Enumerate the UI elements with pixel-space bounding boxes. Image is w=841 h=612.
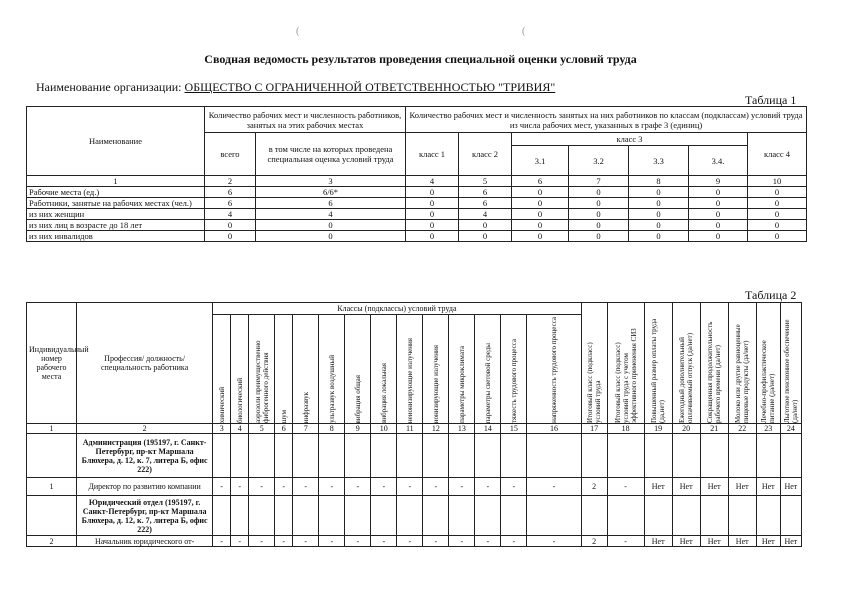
cell: 0 xyxy=(748,198,807,209)
cell: - xyxy=(449,536,475,547)
table-row xyxy=(27,536,802,547)
column-number: 11 xyxy=(397,424,423,434)
cell: - xyxy=(213,478,231,496)
cell: - xyxy=(231,478,249,496)
cell: 0 xyxy=(569,187,629,198)
header-total: всего xyxy=(205,133,256,176)
cell: 4 xyxy=(205,209,256,220)
cell: - xyxy=(371,478,397,496)
header-name: Наименование xyxy=(27,107,205,176)
header-factor: шум xyxy=(275,315,293,424)
cell: - xyxy=(501,536,527,547)
column-number: 13 xyxy=(449,424,475,434)
cell: - xyxy=(371,536,397,547)
workplace-number: 2 xyxy=(27,536,77,547)
cell: 6 xyxy=(205,187,256,198)
table-row xyxy=(27,187,807,198)
header-factor: напряженность трудового процесса xyxy=(527,315,581,424)
header-3-4: 3.4. xyxy=(689,146,748,176)
cell: - xyxy=(249,536,275,547)
column-number: 5 xyxy=(249,424,275,434)
cell: 0 xyxy=(748,220,807,231)
department-name: Юридический отдел (195197, г. Санкт-Петербург, пр-кт Маршала Блюхера, д. 12, к. 7, литера Б, офис 222) xyxy=(77,496,213,536)
column-number: 4 xyxy=(406,176,459,187)
final-class: 2 xyxy=(581,478,607,496)
compensation-cell: Нет xyxy=(700,478,728,496)
cell: 0 xyxy=(689,209,748,220)
final-class-siz: - xyxy=(607,536,644,547)
header-compensation: Сокращенная продолжительность рабочего времени (да/нет) xyxy=(700,303,728,424)
cell: - xyxy=(527,478,581,496)
cell: 0 xyxy=(406,198,459,209)
department-row xyxy=(27,434,802,478)
compensation-cell: Нет xyxy=(728,478,756,496)
cell: 0 xyxy=(459,220,512,231)
cell: 0 xyxy=(689,187,748,198)
cell: 6 xyxy=(205,198,256,209)
header-final-class: Итоговый класс (подкласс) условий труда xyxy=(581,303,607,424)
header-class2: класс 2 xyxy=(459,133,512,176)
header-class1: класс 1 xyxy=(406,133,459,176)
cell: 0 xyxy=(629,187,689,198)
cell: 0 xyxy=(205,231,256,242)
cell: 0 xyxy=(256,231,406,242)
organization-name: ОБЩЕСТВО С ОГРАНИЧЕННОЙ ОТВЕТСТВЕННОСТЬЮ "ТРИВИЯ" xyxy=(184,80,556,94)
cell: 0 xyxy=(748,231,807,242)
column-number: 9 xyxy=(689,176,748,187)
header-factor: параметры световой среды xyxy=(475,315,501,424)
cell: - xyxy=(501,478,527,496)
table-row xyxy=(27,209,807,220)
page-title: Сводная ведомость результатов проведения специальной оценки условий труда xyxy=(204,52,637,66)
header-compensation: Ежегодный дополнительный оплачиваемый отпуск (да/нет) xyxy=(672,303,700,424)
cell: - xyxy=(293,536,319,547)
column-numbers-row xyxy=(27,424,802,434)
header-compensation: Повышенный размер оплаты труда (да,нет) xyxy=(644,303,672,424)
header-factor: ионизирующие излучения xyxy=(423,315,449,424)
column-number: 10 xyxy=(371,424,397,434)
header-profession: Профессия/ должность/ специальность работника xyxy=(77,303,213,424)
cell: - xyxy=(213,536,231,547)
table-row xyxy=(27,198,807,209)
header-factor: химический xyxy=(213,315,231,424)
cell: - xyxy=(423,536,449,547)
column-number: 7 xyxy=(293,424,319,434)
compensation-cell: Нет xyxy=(672,478,700,496)
column-number: 23 xyxy=(756,424,780,434)
column-number: 20 xyxy=(672,424,700,434)
table-row xyxy=(27,220,807,231)
organization-label: Наименование организации: xyxy=(36,80,182,94)
header-factor: биологический xyxy=(231,315,249,424)
cell: 4 xyxy=(256,209,406,220)
cell: 0 xyxy=(689,198,748,209)
cell: 6 xyxy=(459,187,512,198)
cell: 6 xyxy=(256,198,406,209)
column-number: 19 xyxy=(644,424,672,434)
header-classes: Классы (подклассы) условий труда xyxy=(213,303,581,315)
cell: 0 xyxy=(748,187,807,198)
cell: - xyxy=(423,478,449,496)
column-number: 14 xyxy=(475,424,501,434)
column-numbers-row xyxy=(27,176,807,187)
column-number: 17 xyxy=(581,424,607,434)
header-final-class-siz: Итоговый класс (подкласс) условий труда с учетом эффективного применения СИЗ xyxy=(607,303,644,424)
column-number: 2 xyxy=(205,176,256,187)
header-factor: ультразвук воздушный xyxy=(319,315,345,424)
table1-caption: Таблица 1 xyxy=(745,93,797,107)
column-number: 10 xyxy=(748,176,807,187)
cell: - xyxy=(345,536,371,547)
column-number: 9 xyxy=(345,424,371,434)
profession: Директор по развитию компании xyxy=(77,478,213,496)
cell: 0 xyxy=(406,231,459,242)
table2-caption: Таблица 2 xyxy=(745,288,797,302)
compensation-cell: Нет xyxy=(780,536,801,547)
cell: - xyxy=(293,478,319,496)
cell xyxy=(27,434,77,478)
cell: - xyxy=(345,478,371,496)
column-number: 1 xyxy=(27,424,77,434)
compensation-cell: Нет xyxy=(756,536,780,547)
cell: 0 xyxy=(406,209,459,220)
column-number: 21 xyxy=(700,424,728,434)
header-3-2: 3.2 xyxy=(569,146,629,176)
scan-mark: ( xyxy=(522,26,526,37)
column-number: 18 xyxy=(607,424,644,434)
compensation-cell: Нет xyxy=(672,536,700,547)
final-class: 2 xyxy=(581,536,607,547)
column-number: 8 xyxy=(319,424,345,434)
compensation-cell: Нет xyxy=(780,478,801,496)
compensation-cell: Нет xyxy=(756,478,780,496)
cell: 0 xyxy=(256,220,406,231)
cell: 0 xyxy=(629,198,689,209)
row-label: из них женщин xyxy=(27,209,205,220)
cell: 0 xyxy=(512,187,569,198)
summary-table xyxy=(26,106,807,242)
cell: - xyxy=(249,478,275,496)
column-number: 3 xyxy=(213,424,231,434)
header-compensation: Льготное пенсионное обеспечение (да/нет) xyxy=(780,303,801,424)
row-label: Работники, занятые на рабочих местах (чел.) xyxy=(27,198,205,209)
profession: Начальник юридического от- xyxy=(77,536,213,547)
column-number: 12 xyxy=(423,424,449,434)
column-number: 1 xyxy=(27,176,205,187)
cell: - xyxy=(475,536,501,547)
compensation-cell: Нет xyxy=(644,536,672,547)
column-number: 6 xyxy=(275,424,293,434)
header-factor: тяжесть трудового процесса xyxy=(501,315,527,424)
header-workplace-number: Индивидуальный номер рабочего места xyxy=(27,303,77,424)
column-number: 16 xyxy=(527,424,581,434)
column-number: 24 xyxy=(780,424,801,434)
workplace-table xyxy=(26,302,802,547)
cell: 0 xyxy=(689,220,748,231)
column-number: 15 xyxy=(501,424,527,434)
cell: 0 xyxy=(512,220,569,231)
header-incl: в том числе на которых проведена специальная оценка условий труда xyxy=(256,133,406,176)
row-label: Рабочие места (ед.) xyxy=(27,187,205,198)
header-class4: класс 4 xyxy=(748,133,807,176)
cell: 0 xyxy=(512,231,569,242)
cell: 6 xyxy=(459,198,512,209)
scan-mark: ( xyxy=(296,26,300,37)
table-row xyxy=(27,478,802,496)
header-group1: Количество рабочих мест и численность работников, занятых на этих рабочих местах xyxy=(205,107,406,133)
row-label: из них лиц в возрасте до 18 лет xyxy=(27,220,205,231)
cell: 0 xyxy=(629,231,689,242)
cell: 0 xyxy=(512,198,569,209)
cell: - xyxy=(319,478,345,496)
cell: 0 xyxy=(569,209,629,220)
cell: 0 xyxy=(459,231,512,242)
header-group2: Количество рабочих мест и численность занятых на них работников по классам (подклассам) условий труда из числа рабочих мест, указанных в графе 3 (единиц) xyxy=(406,107,807,133)
compensation-cell: Нет xyxy=(644,478,672,496)
cell: 0 xyxy=(512,209,569,220)
header-factor: параметры микроклимата xyxy=(449,315,475,424)
cell: 6/6* xyxy=(256,187,406,198)
column-number: 22 xyxy=(728,424,756,434)
column-number: 2 xyxy=(77,424,213,434)
cell: 0 xyxy=(569,220,629,231)
table-row xyxy=(27,231,807,242)
column-number: 4 xyxy=(231,424,249,434)
cell: 0 xyxy=(569,198,629,209)
cell: 0 xyxy=(406,187,459,198)
cell: - xyxy=(475,478,501,496)
header-class3: класс 3 xyxy=(512,133,748,146)
cell: - xyxy=(449,478,475,496)
header-compensation: Молоко или другие равноценные пищевые продукты (да/нет) xyxy=(728,303,756,424)
header-factor: вибрация общая xyxy=(345,315,371,424)
organization-line xyxy=(36,80,555,95)
cell: 0 xyxy=(629,209,689,220)
department-name: Администрация (195197, г. Санкт-Петербург, пр-кт Маршала Блюхера, д. 12, к. 7, литера Б, офис 222) xyxy=(77,434,213,478)
cell: - xyxy=(275,536,293,547)
cell: 0 xyxy=(406,220,459,231)
header-factor: неионизирующие излучения xyxy=(397,315,423,424)
cell: - xyxy=(231,536,249,547)
cell: - xyxy=(527,536,581,547)
header-factor: вибрация локальная xyxy=(371,315,397,424)
header-compensation: Лечебно-профилактическое питание (да/нет) xyxy=(756,303,780,424)
column-number: 6 xyxy=(512,176,569,187)
header-3-3: 3.3 xyxy=(629,146,689,176)
compensation-cell: Нет xyxy=(728,536,756,547)
column-number: 3 xyxy=(256,176,406,187)
cell: 0 xyxy=(205,220,256,231)
compensation-cell: Нет xyxy=(700,536,728,547)
cell: - xyxy=(319,536,345,547)
cell: - xyxy=(397,478,423,496)
header-factor: аэрозоли преимущественно фиброгенного действия xyxy=(249,315,275,424)
cell: 0 xyxy=(748,209,807,220)
cell: 0 xyxy=(569,231,629,242)
final-class-siz: - xyxy=(607,478,644,496)
cell: 0 xyxy=(689,231,748,242)
column-number: 8 xyxy=(629,176,689,187)
column-number: 7 xyxy=(569,176,629,187)
workplace-number: 1 xyxy=(27,478,77,496)
cell: - xyxy=(275,478,293,496)
cell: 0 xyxy=(629,220,689,231)
department-row xyxy=(27,496,802,536)
cell xyxy=(27,496,77,536)
row-label: из них инвалидов xyxy=(27,231,205,242)
cell: - xyxy=(397,536,423,547)
cell: 4 xyxy=(459,209,512,220)
header-3-1: 3.1 xyxy=(512,146,569,176)
header-factor: инфразвук xyxy=(293,315,319,424)
column-number: 5 xyxy=(459,176,512,187)
